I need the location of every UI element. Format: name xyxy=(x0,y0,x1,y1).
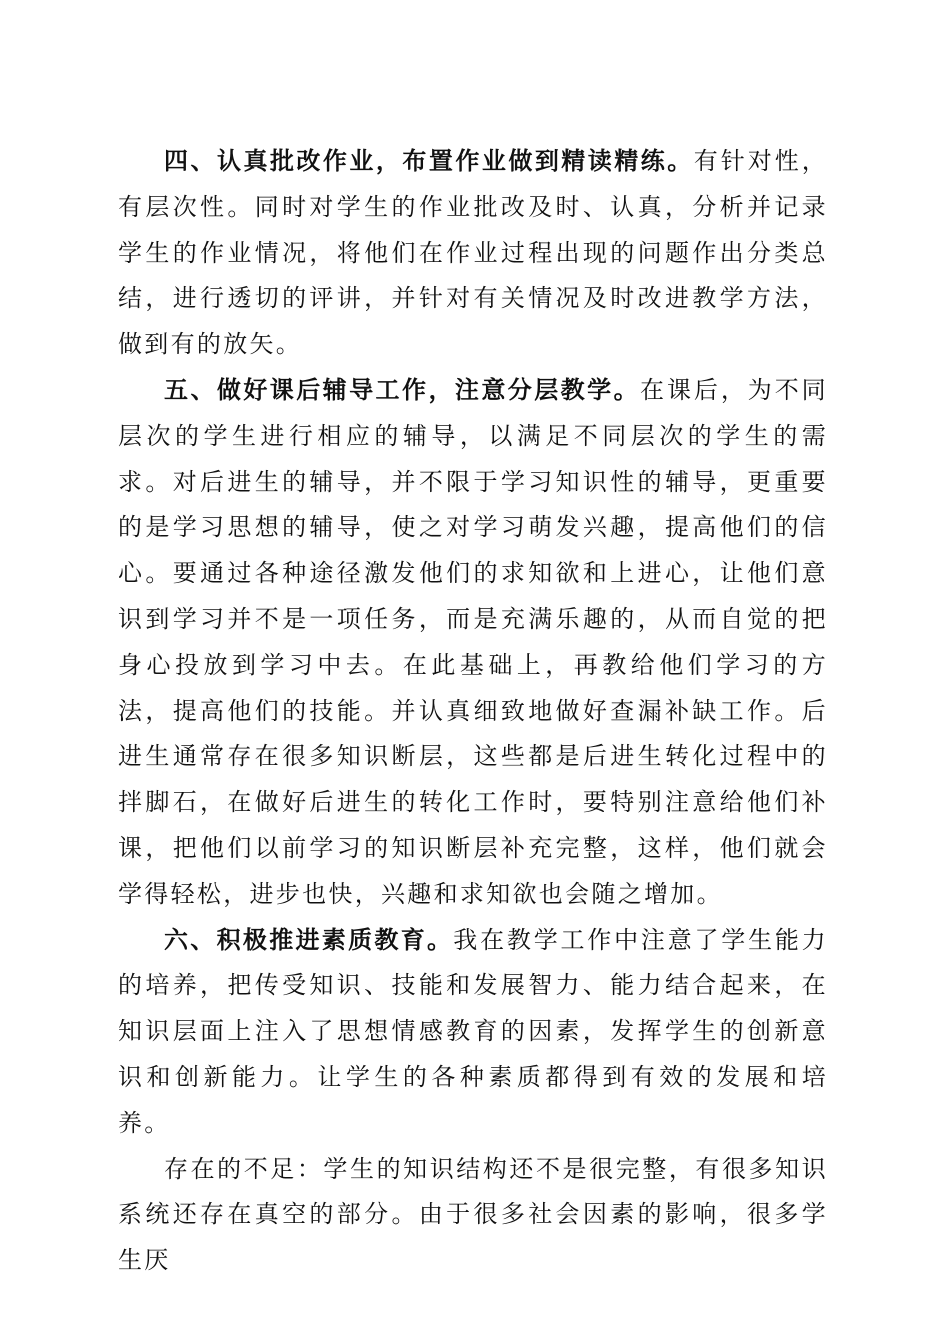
paragraph-shortcomings xyxy=(118,1147,828,1284)
paragraph-body: 存在的不足：学生的知识结构还不是很完整，有很多知识系统还存在真空的部分。由于很多社会因素的影响，很多学生厌 xyxy=(118,1154,828,1275)
section-heading-four: 四、认真批改作业，布置作业做到精读精练。 xyxy=(164,147,694,175)
paragraph-body: 有针对性，有层次性。同时对学生的作业批改及时、认真，分析并记录学生的作业情况，将他们在作业过程出现的问题作出分类总结，进行透切的评讲，并针对有关情况及时改进教学方法，做到有的放矢。 xyxy=(118,147,828,359)
paragraph-tutoring xyxy=(118,368,828,918)
section-heading-five: 五、做好课后辅导工作，注意分层教学。 xyxy=(164,375,641,404)
paragraph-homework xyxy=(118,139,828,368)
document-page xyxy=(118,139,828,1284)
section-heading-six: 六、积极推进素质教育。 xyxy=(164,925,454,954)
paragraph-body: 在课后，为不同层次的学生进行相应的辅导，以满足不同层次的学生的需求。对后进生的辅导，并不限于学习知识性的辅导，更重要的是学习思想的辅导，使之对学习萌发兴趣，提高他们的信心。要通过各种途径激发他们的求知欲和上进心，让他们意识到学习并不是一项任务，而是充满乐趣的，从而自觉的把身心投放到学习中去。在此基础上，再教给他们学习的方法，提高他们的技能。并认真细致地做好查漏补缺工作。后进生通常存在很多知识断层，这些都是后进生转化过程中的拌脚石，在做好后进生的转化工作时，要特别注意给他们补课，把他们以前学习的知识断层补充完整，这样，他们就会学得轻松，进步也快，兴趣和求知欲也会随之增加。 xyxy=(118,375,828,908)
paragraph-quality-education xyxy=(118,918,828,1147)
paragraph-body: 我在教学工作中注意了学生能力的培养，把传受知识、技能和发展智力、能力结合起来，在知识层面上注入了思想情感教育的因素，发挥学生的创新意识和创新能力。让学生的各种素质都得到有效的发展和培养。 xyxy=(118,925,828,1137)
